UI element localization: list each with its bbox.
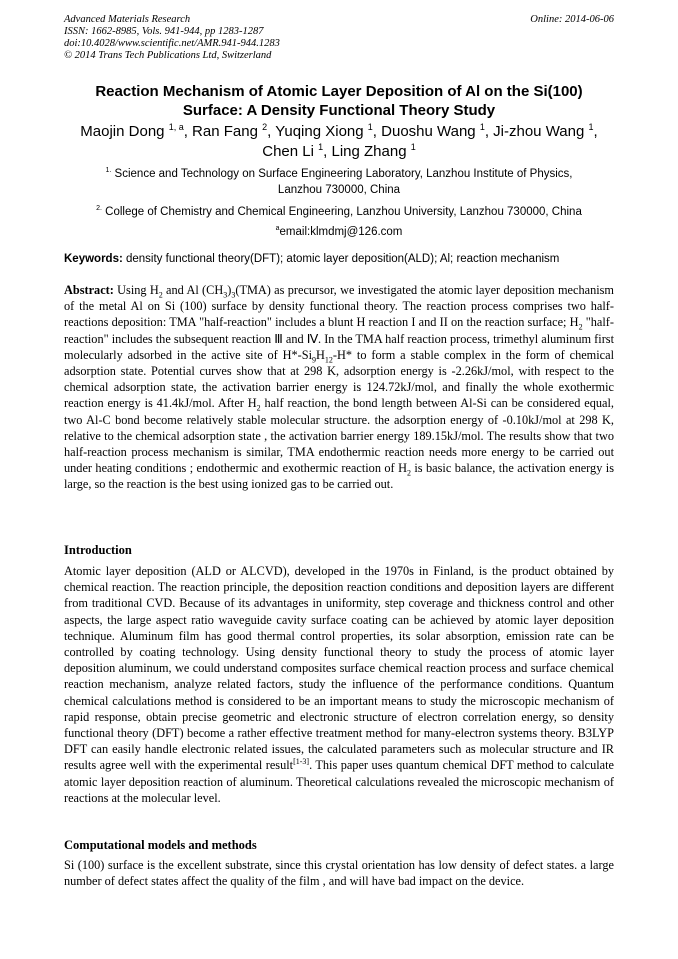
- subscript: 2: [158, 290, 163, 300]
- author-affiliation-mark: 2: [262, 122, 268, 132]
- paper-title: [64, 82, 614, 120]
- journal-doi: doi:10.4028/www.scientific.net/AMR.941-944.1283: [64, 38, 280, 49]
- journal-copyright: © 2014 Trans Tech Publications Ltd, Switzerland: [64, 50, 272, 61]
- author-list: Maojin Dong $^{1, a}$, Ran Fang $^2$, Yuqing Xiong $^1$, Duoshu Wang $^1$, Ji-zhou Wang $^1$, Chen Li $^1$, Ling Zhang $^1$: [80, 122, 598, 160]
- introduction-text: . This paper uses quantum chemical DFT method to calculate atomic layer deposition reaction of aluminum. Theoretical calculations revealed the microscopic mechanism of reactions at the molecular level.: [64, 758, 614, 805]
- subscript: 2: [406, 468, 411, 478]
- email-mark: a: [275, 225, 280, 233]
- author-affiliation-mark: 1, a: [168, 122, 184, 132]
- introduction-body: [64, 563, 614, 806]
- computational-body: Si (100) surface is the excellent substrate, since this crystal orientation has low density of defect states. a large number of defect states affect the quality of the film , and will have bad impact on the device.: [64, 858, 614, 889]
- author-affiliation-mark: 1: [318, 142, 324, 152]
- author-affiliation-mark: 1: [479, 122, 485, 132]
- affiliation-1-mark: 1.: [105, 167, 112, 175]
- abstract-text: (TMA) as precursor, we investigated the atomic layer deposition mechanism of the metal Al on Si (100) surface by density functional theory. The reaction process comprises two half-reactions deposition: TMA "half-reaction" includes a blunt H reaction I and II on the reaction surface; H: [64, 283, 614, 330]
- title-line-1: Reaction Mechanism of Atomic Layer Deposition of Al on the Si(100): [95, 83, 583, 100]
- author-affiliation-mark: 1: [367, 122, 373, 132]
- online-date: Online: 2014-06-06: [530, 14, 614, 25]
- affiliation-1: [64, 166, 614, 198]
- author-name: Yuqing Xiong: [275, 123, 364, 140]
- journal-header: [64, 14, 280, 62]
- abstract: [64, 282, 614, 493]
- abstract-label: Abstract:: [64, 283, 114, 297]
- subscript: 2: [256, 403, 261, 413]
- introduction-heading: Introduction: [64, 543, 132, 557]
- abstract-text: ): [227, 283, 232, 297]
- subscript: 3: [223, 290, 228, 300]
- author-affiliation-mark: 1: [410, 142, 416, 152]
- keywords-label: Keywords:: [64, 253, 123, 265]
- citation-ref[interactable]: [1-3]: [293, 757, 310, 767]
- author-name: Ji-zhou Wang: [493, 123, 585, 140]
- abstract-text: -H* to form a stable complex in the form of chemical adsorption state. Potential curves show that at 298 K, adsorption energy is -2.26kJ/mol, with respect to the chemical adsorption state, the activation barrier energy is 124.72kJ/mol, and finally the whole exothermic reaction energy is 41.4kJ/mol. After H: [64, 347, 614, 411]
- abstract-text: half reaction, the bond length between Al-Si can be considered equal, two Al-C bond become relatively stable molecular structure. the adsorption energy of -0.10kJ/mol at 298 K, relative to the chemical adsorption state , the activation barrier energy 189.15kJ/mol. The results show that two half-reaction process mechanism is similar, TMA endothermic reaction needs more energy to be carried out under heating conditions ; endothermic and exothermic reaction of H: [64, 396, 614, 476]
- title-line-2: Surface: A Density Functional Theory Study: [182, 102, 496, 119]
- author-name: Ran Fang: [192, 123, 258, 140]
- abstract-text: and Al (CH: [162, 283, 224, 297]
- author-name: Chen Li: [262, 143, 314, 160]
- affiliation-1-line-1: Science and Technology on Surface Engineering Laboratory, Lanzhou Institute of Physics,: [114, 168, 573, 180]
- affiliation-1-line-2: Lanzhou 730000, China: [277, 184, 401, 196]
- abstract-text: H: [316, 347, 325, 362]
- affiliation-2-mark: 2.: [96, 205, 102, 213]
- author-name: Duoshu Wang: [381, 123, 476, 140]
- journal-issn: ISSN: 1662-8985, Vols. 941-944, pp 1283-1287: [64, 26, 264, 37]
- keywords: [64, 251, 614, 267]
- author-name: Ling Zhang: [331, 143, 407, 160]
- computational-heading: Computational models and methods: [64, 838, 257, 852]
- subscript: 2: [578, 322, 583, 332]
- abstract-text: "half-reaction" includes the subsequent reaction Ⅲ and Ⅳ. In the TMA half reaction process, trimethyl aluminum first molecularly adsorbed in the active site of H*-Si: [64, 315, 615, 362]
- abstract-text: Using H: [117, 283, 159, 297]
- journal-name: Advanced Materials Research: [64, 14, 191, 25]
- author-affiliation-mark: 1: [588, 122, 594, 132]
- subscript: 12: [324, 355, 333, 365]
- affiliation-2: [64, 204, 614, 220]
- keywords-text: density functional theory(DFT); atomic layer deposition(ALD); Al; reaction mechanism: [126, 253, 560, 265]
- subscript: 3: [231, 290, 236, 300]
- affiliation-2-text: College of Chemistry and Chemical Engineering, Lanzhou University, Lanzhou 730000, China: [105, 206, 582, 218]
- email-text[interactable]: email:klmdmj@126.com: [279, 226, 403, 238]
- introduction-text: Atomic layer deposition (ALD or ALCVD), developed in the 1970s in Finland, is the product obtained by chemical reaction. The reaction principle, the deposition reaction conditions and deposition layers are different from traditional CVD. Because of its advantages in uniformity, step coverage and thickness control and other aspects, the large aspect ratio waveguide cavity surface coating can be achieved by atomic layer deposition technique. Aluminum film has good thermal control properties, its solar absorption, emission rate can be controlled by coating technology. Using density functional theory to study the process of atomic layer deposition aluminum, we could understand composites surface chemical reaction process and surface chemical reaction mechanism, analyze related factors, study the influence of the performance conditions. Quantum chemical calculations method is considered to be an important means to study the microscopic mechanism of rapid response, obtain precise geometric and electronic structure of electron correlation energy, so density functional theory (DFT) become a rather effective treatment method for many-electron systems theory. B3LYP DFT can easily handle electronic related issues, the calculated parameters such as molecular structure and IR results agree well with the experimental result: [64, 564, 614, 773]
- abstract-text: is basic balance, the activation energy is large, so the reaction is the best using ionized gas to be carried out.: [64, 461, 614, 492]
- subscript: 9: [312, 355, 316, 365]
- author-name: Maojin Dong: [80, 123, 165, 140]
- corresponding-email[interactable]: [64, 224, 614, 240]
